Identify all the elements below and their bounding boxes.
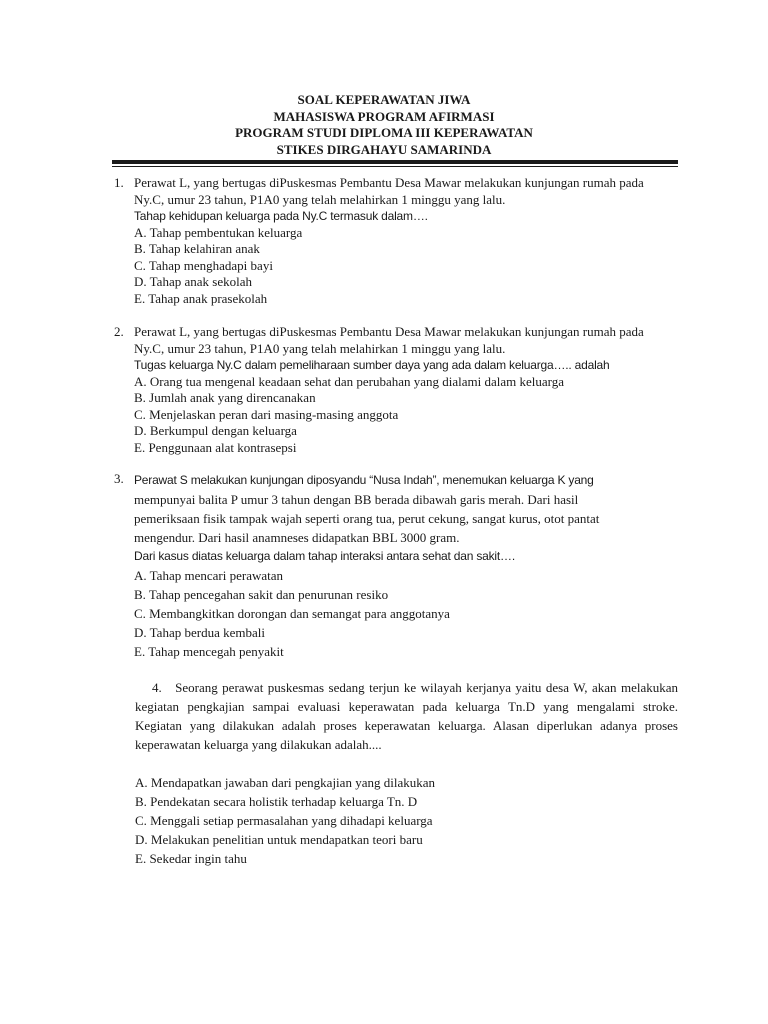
option-a: A. Mendapatkan jawaban dari pengkajian yang dilakukan [135, 775, 435, 790]
option-b: B. Tahap kelahiran anak [134, 241, 260, 256]
header-institution: STIKES DIRGAHAYU SAMARINDA [276, 141, 492, 157]
question-4 [135, 678, 678, 868]
question-stem-line: Ny.C, umur 23 tahun, P1A0 yang telah melahirkan 1 minggu yang lalu. [134, 191, 506, 207]
question-number: 2. [114, 324, 124, 339]
header-divider-thick [112, 160, 678, 164]
header-title: SOAL KEPERAWATAN JIWA [297, 92, 471, 107]
question-prompt: Dari kasus diatas keluarga dalam tahap interaksi antara sehat dan sakit…. [134, 549, 515, 563]
header-subtitle: MAHASISWA PROGRAM AFIRMASI [273, 108, 495, 124]
question-number: 3. [114, 471, 124, 486]
option-b: B. Pendekatan secara holistik terhadap keluarga Tn. D [135, 794, 418, 809]
option-b: B. Jumlah anak yang direncanakan [134, 390, 316, 405]
option-d: D. Tahap berdua kembali [134, 625, 265, 640]
question-prompt: Tugas keluarga Ny.C dalam pemeliharaan sumber daya yang ada dalam keluarga….. adalah [134, 358, 610, 372]
question-number: 4. [152, 680, 162, 695]
question-stem-line: pemeriksaan fisik tampak wajah seperti orang tua, perut cekung, sangat kurus, otot pantat [134, 511, 600, 526]
option-d: D. Melakukan penelitian untuk mendapatkan teori baru [135, 832, 423, 847]
option-e: E. Penggunaan alat kontrasepsi [134, 439, 297, 455]
option-c: C. Membangkitkan dorongan dan semangat para anggotanya [134, 606, 450, 621]
question-stem-line: Ny.C, umur 23 tahun, P1A0 yang telah melahirkan 1 minggu yang lalu. [134, 340, 506, 356]
option-a: A. Tahap pembentukan keluarga [134, 224, 303, 240]
option-c: C. Menggali setiap permasalahan yang dihadapi keluarga [135, 813, 433, 828]
option-c: C. Menjelaskan peran dari masing-masing anggota [134, 406, 399, 422]
question-2 [114, 324, 644, 456]
question-stem-line: keperawatan keluarga yang dilakukan adalah.... [135, 737, 382, 752]
header-divider-thin [112, 166, 678, 167]
question-number: 1. [114, 175, 124, 190]
question-stem-line-1 [135, 678, 678, 697]
option-b: B. Tahap pencegahan sakit dan penurunan resiko [134, 587, 389, 602]
question-stem-line: Perawat L, yang bertugas diPuskesmas Pembantu Desa Mawar melakukan kunjungan rumah pada [134, 324, 644, 339]
question-stem-line: mempunyai balita P umur 3 tahun dengan BB berada dibawah garis merah. Dari hasil [134, 492, 579, 507]
question-stem-line: Perawat L, yang bertugas diPuskesmas Pembantu Desa Mawar melakukan kunjungan rumah pada [134, 175, 644, 190]
option-e: E. Tahap anak prasekolah [134, 290, 268, 306]
question-stem-line: mengendur. Dari hasil anamneses didapatkan BBL 3000 gram. [134, 530, 460, 545]
question-stem-text: Seorang perawat puskesmas sedang terjun ke wilayah kerjanya yaitu desa W, akan melakukan [175, 680, 679, 695]
question-stem-line: kegiatan pengkajian sampai evaluasi keperawatan pada keluarga Tn.D yang mengalami stroke. [135, 699, 678, 714]
question-3 [114, 471, 599, 661]
question-stem-line: Perawat S melakukan kunjungan diposyandu “Nusa Indah”, menemukan keluarga K yang [134, 473, 594, 487]
option-e: E. Sekedar ingin tahu [135, 851, 247, 866]
header-program: PROGRAM STUDI DIPLOMA III KEPERAWATAN [235, 125, 533, 140]
option-a: A. Tahap mencari perawatan [134, 568, 283, 583]
option-d: D. Tahap anak sekolah [134, 274, 252, 289]
question-prompt: Tahap kehidupan keluarga pada Ny.C termasuk dalam…. [134, 209, 428, 223]
question-stem-line: Kegiatan yang dilakukan adalah proses keperawatan keluarga. Alasan diperlukan adanya proses [135, 718, 678, 733]
question-1 [114, 175, 644, 307]
option-c: C. Tahap menghadapi bayi [134, 257, 273, 273]
option-d: D. Berkumpul dengan keluarga [134, 423, 297, 438]
document-header [0, 92, 768, 158]
option-e: E. Tahap mencegah penyakit [134, 644, 284, 659]
option-a: A. Orang tua mengenal keadaan sehat dan perubahan yang dialami dalam keluarga [134, 373, 565, 389]
